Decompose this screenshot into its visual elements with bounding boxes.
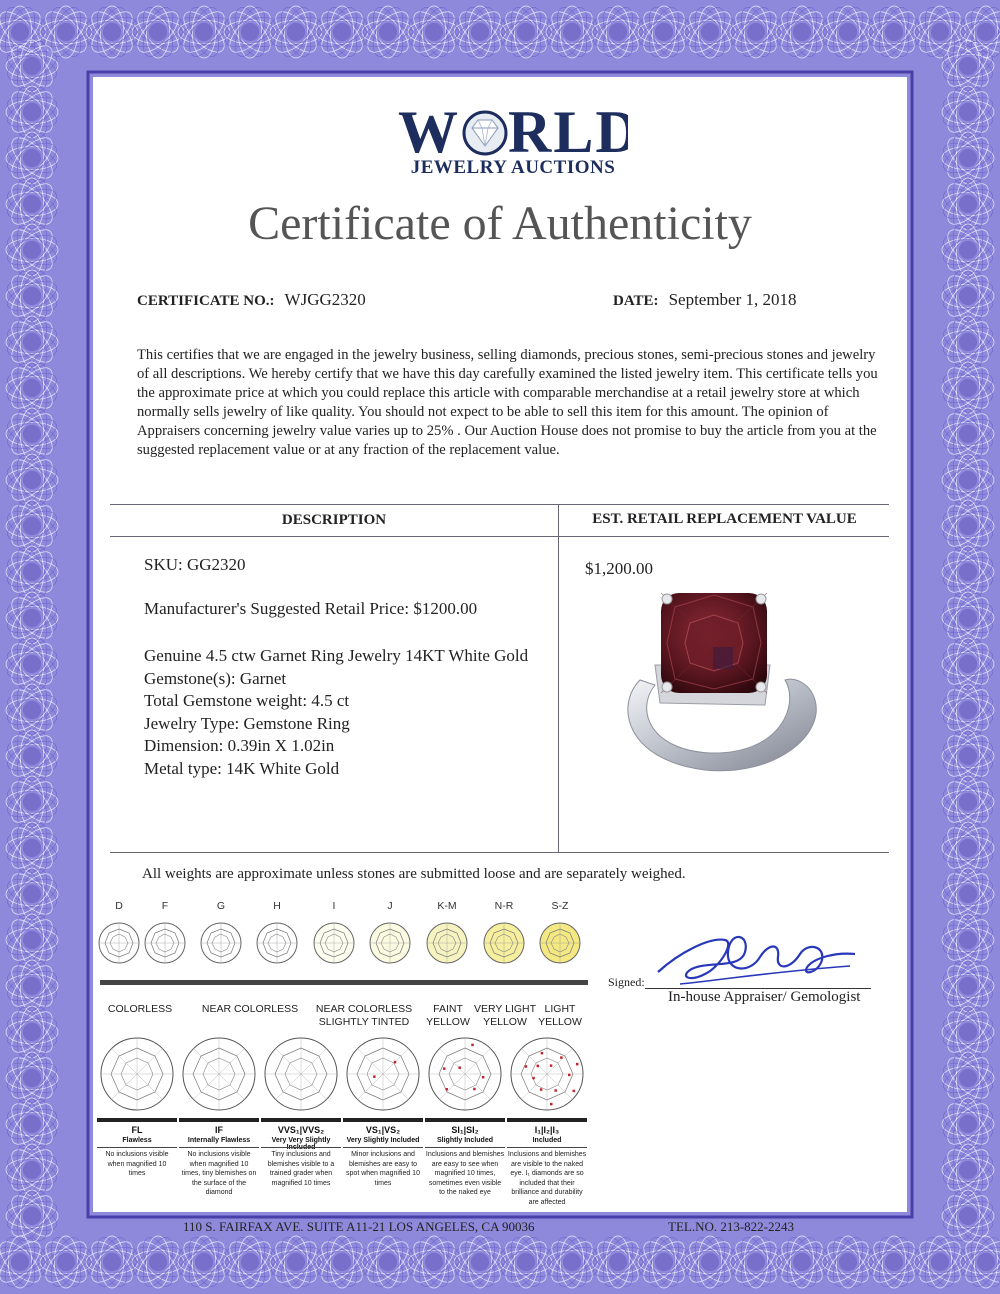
color-grade-letter: F xyxy=(161,900,169,912)
table-bottom-rule xyxy=(110,852,889,853)
color-grade-diamond xyxy=(311,920,357,966)
certificate-title: Certificate of Authenticity xyxy=(248,197,752,250)
description-details xyxy=(144,645,528,780)
color-grade-label: LIGHT YELLOW xyxy=(538,1003,582,1028)
clarity-diamond xyxy=(343,1034,423,1112)
value-header: EST. RETAIL REPLACEMENT VALUE xyxy=(592,511,857,527)
color-grade-diamond xyxy=(96,920,142,966)
color-grade-diamond xyxy=(537,920,583,966)
color-grade-letter: J xyxy=(387,900,393,912)
clarity-name: Very Very Slightly xyxy=(271,1137,331,1144)
handwritten-signature xyxy=(650,912,860,992)
clarity-diamond xyxy=(179,1034,259,1112)
svg-text:W: W xyxy=(398,100,460,162)
clarity-description: Inclusions and blemishes are visible to the naked eye. I₁ diamonds are so included that their brilliance and durability are affected xyxy=(507,1151,587,1206)
logo-subtitle: JEWELRY AUCTIONS xyxy=(410,157,616,178)
clarity-code: FL xyxy=(131,1125,143,1135)
clarity-rule xyxy=(261,1147,341,1148)
color-grade-letter: K-M xyxy=(437,900,457,912)
clarity-rule xyxy=(343,1147,423,1148)
description-line: Gemstone(s): Garnet xyxy=(144,668,287,688)
clarity-diamond xyxy=(97,1034,177,1112)
clarity-bar xyxy=(343,1118,423,1122)
world-logo-mark xyxy=(398,100,628,162)
color-grade-diamond xyxy=(481,920,527,966)
clarity-code: VVS₁|VVS₂ xyxy=(277,1125,325,1135)
footer-phone: TEL.NO. 213-822-2243 xyxy=(668,1219,795,1234)
sku: SKU: GG2320 xyxy=(144,555,246,574)
clarity-bar xyxy=(425,1118,505,1122)
color-grade-letter: S-Z xyxy=(551,900,569,912)
description-line: Genuine 4.5 ctw Garnet Ring Jewelry 14KT White Gold xyxy=(144,646,529,665)
clarity-description: Tiny inclusions and blemishes visible to a trained grader when magnified 10 times xyxy=(267,1151,335,1187)
clarity-code: SI₁|SI₂ xyxy=(451,1125,479,1135)
description-header: DESCRIPTION xyxy=(281,512,387,528)
color-grade-diamond xyxy=(367,920,413,966)
certification-statement: This certifies that we are engaged in the jewelry business, selling diamonds, precious stones, semi-precious stones and jewelry of all descriptions. We hereby certify that we have this day carefully examined the listed jewelry item. This certificate tells you the approximate price at which you could replace this article with comparable merchandise at a retail jewelry store at which normally sells jewelry of like quality. You should not expect to be able to sell this item for this amount. The opinion of Appraisers concerning jewelry value varies up to 25% . Our Auction House does not promise to buy the article from you at the suggested replacement value or at any fraction of the replacement value. xyxy=(137,347,878,458)
replacement-value: $1,200.00 xyxy=(585,559,653,578)
weights-note: All weights are approximate unless stones are submitted loose and are separately weighed. xyxy=(142,866,686,882)
clarity-diamond xyxy=(425,1034,505,1112)
clarity-description: Inclusions and blemishes are easy to see when magnified 10 times, sometimes even visible to the naked eye xyxy=(425,1151,505,1196)
date-label: DATE: xyxy=(613,293,659,309)
clarity-rule xyxy=(507,1147,587,1148)
msrp: Manufacturer's Suggested Retail Price: $1200.00 xyxy=(144,599,478,618)
color-grade-letter: N-R xyxy=(494,900,514,912)
color-grade-label: COLORLESS xyxy=(107,1003,173,1015)
clarity-bar xyxy=(507,1118,587,1122)
clarity-description: No inclusions visible when magnified 10 times, tiny blemishes on the surface of the diamond xyxy=(181,1151,257,1196)
clarity-name: Very Slightly Included xyxy=(346,1137,420,1144)
diamond-icon xyxy=(464,112,506,154)
table-column-divider xyxy=(558,504,559,852)
description-line: Jewelry Type: Gemstone Ring xyxy=(144,713,350,733)
clarity-bar xyxy=(179,1118,259,1122)
color-scale-bar xyxy=(100,980,588,985)
color-grade-diamond xyxy=(142,920,188,966)
description-line: Total Gemstone weight: 4.5 ct xyxy=(144,691,350,710)
clarity-rule xyxy=(425,1147,505,1148)
signed-label: Signed: xyxy=(608,975,645,989)
color-grade-chart xyxy=(95,898,595,1038)
certificate-number-label: CERTIFICATE NO.: xyxy=(137,293,275,309)
color-grade-letter: H xyxy=(273,900,281,912)
clarity-code: I₁|I₂|I₃ xyxy=(534,1125,560,1135)
clarity-grade-chart xyxy=(97,1034,590,1214)
clarity-description: No inclusions visible when magnified 10 times xyxy=(105,1151,169,1177)
table-header-rule xyxy=(110,536,889,537)
color-grade-diamond xyxy=(424,920,470,966)
clarity-code: IF xyxy=(215,1125,223,1135)
color-grade-letter: D xyxy=(115,900,123,912)
clarity-bar xyxy=(97,1118,177,1122)
color-grade-letter: I xyxy=(332,900,336,912)
svg-text:RLD: RLD xyxy=(508,100,628,162)
footer-address: 110 S. FAIRFAX AVE. SUITE A11-21 LOS ANGELES, CA 90036 xyxy=(183,1219,535,1234)
appraiser-title: In-house Appraiser/ Gemologist xyxy=(668,989,861,1005)
color-grade-label: NEAR COLORLESS xyxy=(201,1003,299,1015)
clarity-diamond xyxy=(261,1034,341,1112)
logo-world xyxy=(398,100,628,162)
color-grade-label: FAINT YELLOW xyxy=(426,1003,470,1028)
color-grade-diamond xyxy=(254,920,300,966)
clarity-rule xyxy=(97,1147,177,1148)
clarity-diamond xyxy=(507,1034,587,1112)
color-grade-diamond xyxy=(198,920,244,966)
color-grade-label: NEAR COLORLESS SLIGHTLY TINTED xyxy=(315,1003,413,1028)
table-top-rule xyxy=(110,504,889,505)
clarity-name: Slightly Included xyxy=(436,1137,493,1144)
clarity-name: Included xyxy=(532,1137,562,1144)
description-line: Dimension: 0.39in X 1.02in xyxy=(144,736,335,755)
clarity-name: Flawless xyxy=(122,1137,152,1144)
color-grade-letter: G xyxy=(216,900,226,912)
clarity-code: VS₁|VS₂ xyxy=(365,1125,401,1135)
clarity-name: Internally Flawless xyxy=(187,1137,251,1144)
clarity-rule xyxy=(179,1147,259,1148)
certificate-number-value: WJGG2320 xyxy=(284,290,366,309)
certificate-number-row xyxy=(137,290,366,310)
clarity-bar xyxy=(261,1118,341,1122)
certificate-date-row xyxy=(613,290,797,310)
color-grade-label: VERY LIGHT YELLOW xyxy=(473,1003,537,1028)
garnet-ring-image xyxy=(615,585,825,785)
date-value: September 1, 2018 xyxy=(668,290,797,309)
clarity-description: Minor inclusions and blemishes are easy to spot when magnified 10 times xyxy=(346,1151,420,1187)
description-line: Metal type: 14K White Gold xyxy=(144,758,340,778)
